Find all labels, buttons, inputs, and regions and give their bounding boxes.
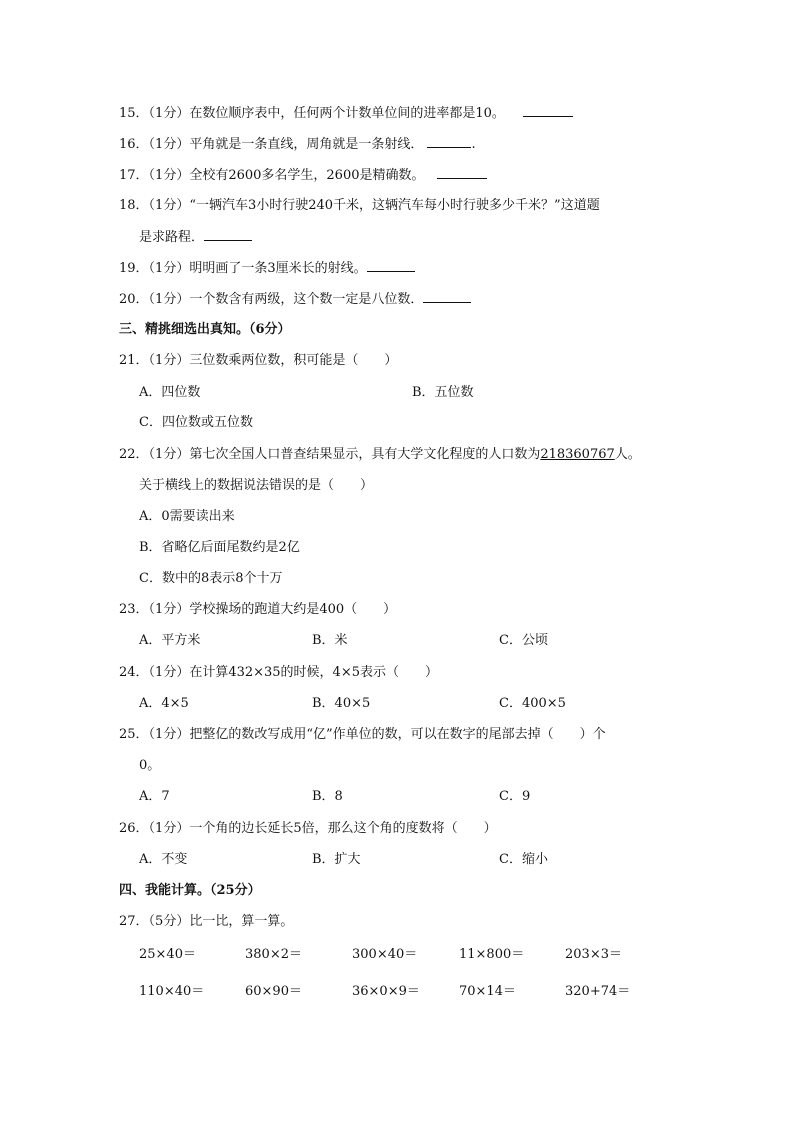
calc-item[interactable]: 203×3＝ [565,947,622,962]
q22-option-a[interactable]: A．0需要读出来 [139,509,235,524]
q25-option-c[interactable]: C．9 [499,789,531,804]
question-21-stem: 21．（1分）三位数乘两位数，积可能是（ ） [119,353,398,368]
q25-option-b[interactable]: B．8 [312,789,343,804]
question-17 [119,166,487,185]
question-25-line2: 0。 [139,758,161,773]
question-27-stem: 27．（5分）比一比，算一算。 [119,914,294,929]
question-15 [119,104,573,123]
q24-option-b[interactable]: B．40×5 [312,696,371,711]
q23-option-a[interactable]: A．平方米 [139,633,201,648]
q23-option-c[interactable]: C．公顷 [499,633,548,648]
q23-option-b[interactable]: B．米 [312,633,348,648]
calc-item[interactable]: 25×40＝ [139,947,196,962]
question-26-stem: 26．（1分）一个角的边长延长5倍，那么这个角的度数将（ ） [119,821,497,836]
answer-blank[interactable] [367,259,415,272]
question-16 [119,135,476,154]
calc-item[interactable]: 60×90＝ [245,984,302,999]
question-18-line1: 18．（1分）“一辆汽车3小时行驶240千米，这辆汽车每小时行驶多少千米？”这道题 [119,198,600,213]
question-18-text: 是求路程． [139,230,205,245]
q22-option-b[interactable]: B．省略亿后面尾数约是2亿 [139,540,300,555]
question-16-text: 16．（1分）平角就是一条直线，周角就是一条射线． [119,137,424,152]
question-22-line2: 关于横线上的数据说法错误的是（ ） [139,478,374,493]
calc-item[interactable]: 36×0×9＝ [352,984,420,999]
answer-blank[interactable] [204,228,252,241]
question-24-stem: 24．（1分）在计算432×35的时候，4×5表示（ ） [119,665,438,680]
question-17-text: 17．（1分）全校有2600多名学生，2600是精确数。 [119,168,425,183]
q26-option-c[interactable]: C．缩小 [499,852,548,867]
answer-blank[interactable] [427,135,471,148]
question-15-text: 15．（1分）在数位顺序表中，任何两个计数单位间的进率都是10。 [119,106,505,121]
q25-option-a[interactable]: A．7 [139,789,170,804]
question-19-text: 19．（1分）明明画了一条3厘米长的射线。 [119,261,367,276]
calc-item[interactable]: 110×40＝ [139,984,205,999]
q21-option-a[interactable]: A．四位数 [139,385,201,400]
answer-blank[interactable] [437,166,487,179]
question-19 [119,259,415,278]
q26-option-b[interactable]: B．扩大 [312,852,361,867]
question-23-stem: 23．（1分）学校操场的跑道大约是400（ ） [119,602,397,617]
section-3-title: 三、精挑细选出真知。（6分） [119,322,291,337]
question-22-stem [119,446,641,464]
question-18-line2 [139,228,252,247]
q24-option-c[interactable]: C．400×5 [499,696,566,711]
q24-option-a[interactable]: A．4×5 [139,696,189,711]
q22-stem-pre: 22．（1分）第七次全国人口普查结果显示，具有大学文化程度的人口数为 [119,447,541,462]
calc-item[interactable]: 11×800＝ [459,947,525,962]
question-16-tail: . [471,137,476,152]
calc-item[interactable]: 300×40＝ [352,947,418,962]
q22-underlined-number: 218360767 [540,447,615,462]
q22-stem-post: 人。 [614,447,641,462]
question-25-stem: 25．（1分）把整亿的数改写成用“亿”作单位的数，可以在数字的尾部去掉（ ）个 [119,727,606,742]
q21-option-b[interactable]: B．五位数 [412,385,474,400]
q22-option-c[interactable]: C．数中的8表示8个十万 [139,571,283,586]
q21-option-c[interactable]: C．四位数或五位数 [139,415,253,430]
section-4-title: 四、我能计算。（25分） [119,883,261,898]
question-20-text: 20．（1分）一个数含有两级，这个数一定是八位数． [119,292,424,307]
calc-item[interactable]: 380×2＝ [245,947,302,962]
answer-blank[interactable] [523,104,573,117]
calc-item[interactable]: 70×14＝ [459,984,516,999]
question-20 [119,290,471,309]
answer-blank[interactable] [423,290,471,303]
calc-item[interactable]: 320+74＝ [565,984,631,999]
q26-option-a[interactable]: A．不变 [139,852,188,867]
